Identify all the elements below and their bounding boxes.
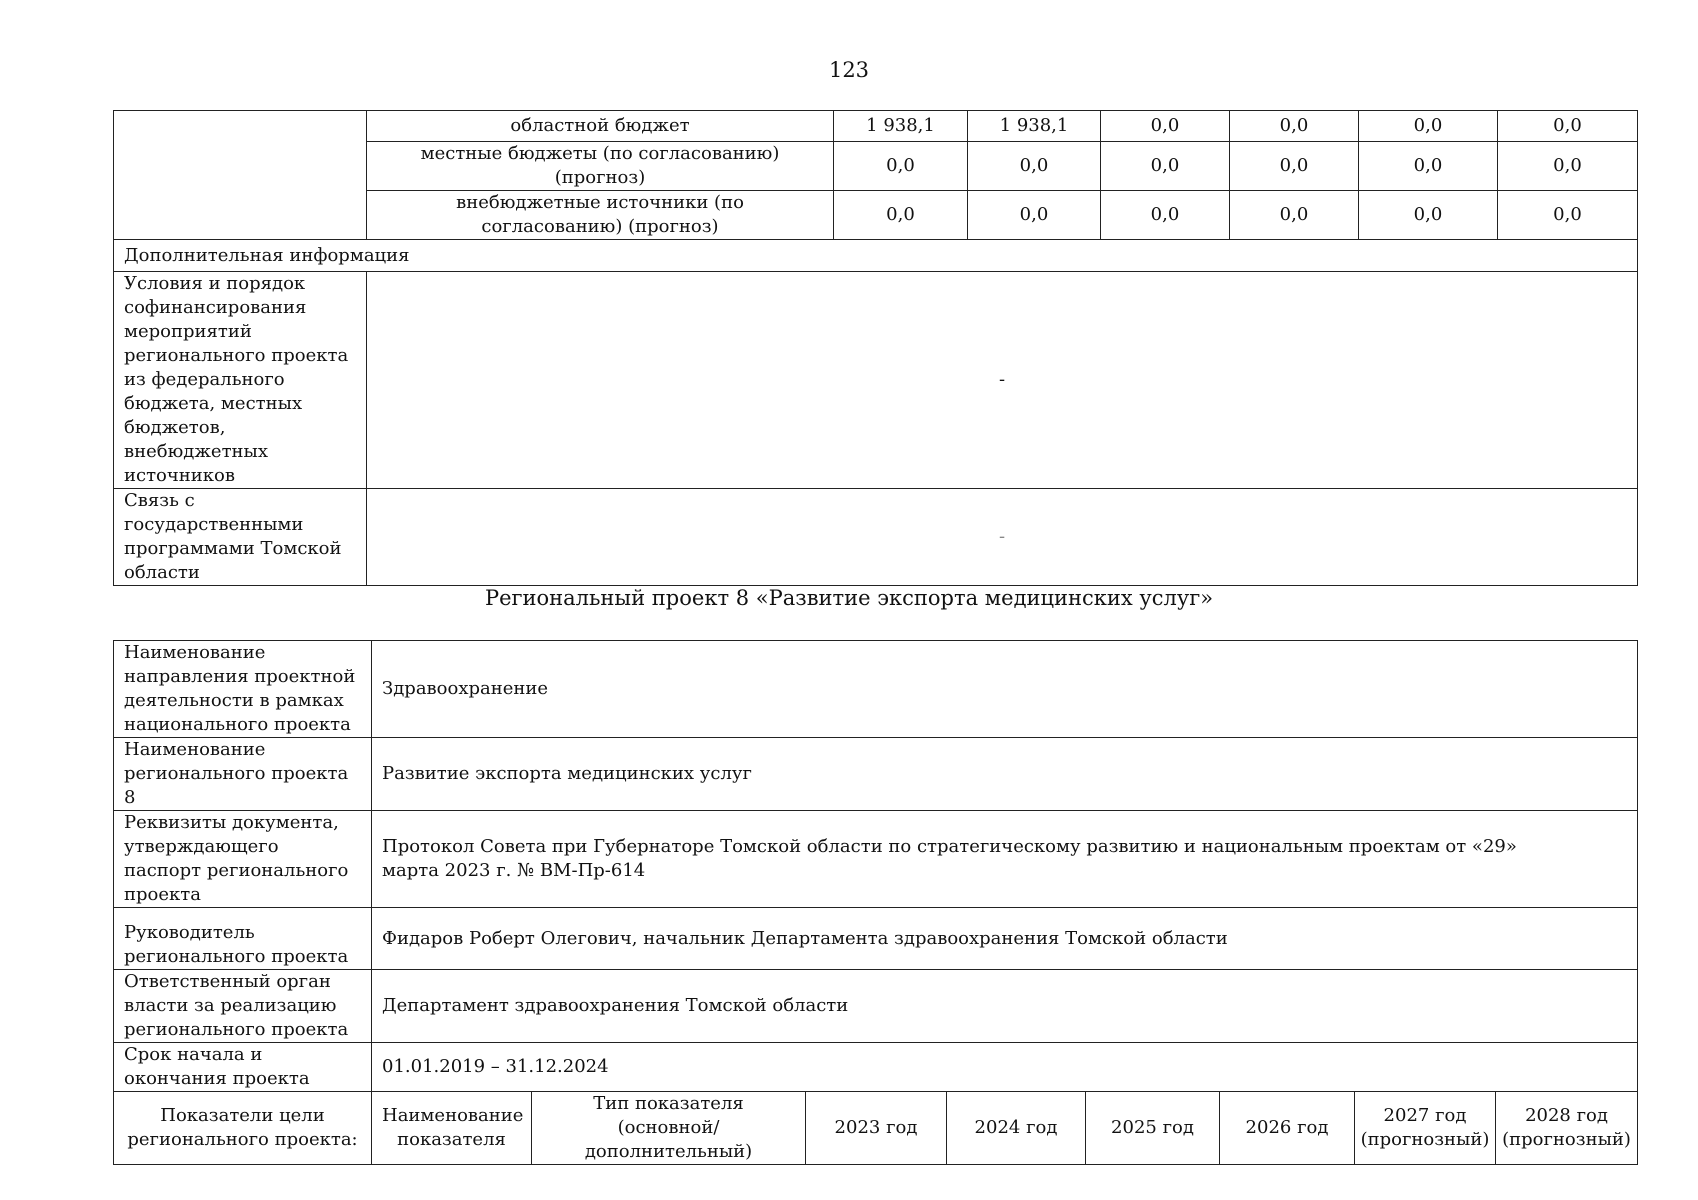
- field-value: Фидаров Роберт Олегович, начальник Департамента здравоохранения Томской области: [372, 908, 1638, 970]
- value-cell: 0,0: [1498, 142, 1638, 191]
- additional-info-heading: Дополнительная информация: [114, 240, 1638, 272]
- field-label: Срок начала и окончания проекта: [114, 1043, 372, 1092]
- field-value: Департамент здравоохранения Томской области: [372, 970, 1638, 1043]
- indicator-column-header: Наименование показателя: [372, 1092, 532, 1165]
- field-label: Наименование направления проектной деятельности в рамках национального проекта: [114, 641, 372, 738]
- value-cell: 0,0: [1498, 191, 1638, 240]
- value-cell: 1 938,1: [968, 111, 1101, 142]
- value-cell: 0,0: [1101, 142, 1230, 191]
- indicator-column-header: 2025 год: [1086, 1092, 1220, 1165]
- finance-table: [113, 110, 1638, 586]
- value-cell: 0,0: [834, 191, 968, 240]
- indicator-column-header: 2024 год: [947, 1092, 1086, 1165]
- indicators-label: Показатели цели регионального проекта:: [114, 1092, 372, 1165]
- field-label: Ответственный орган власти за реализацию регионального проекта: [114, 970, 372, 1043]
- indicator-column-header: Тип показателя (основной/дополнительный): [532, 1092, 806, 1165]
- value-cell: 0,0: [1230, 191, 1359, 240]
- programs-link-label: Связь с государственными программами Томской области: [114, 489, 367, 586]
- value-cell: 0,0: [834, 142, 968, 191]
- value-cell: 0,0: [1359, 191, 1498, 240]
- value-cell: 1 938,1: [834, 111, 968, 142]
- programs-link-value: -: [367, 489, 1638, 586]
- field-label: Наименование регионального проекта 8: [114, 738, 372, 811]
- finance-row: [114, 111, 1638, 142]
- field-value: 01.01.2019 – 31.12.2024: [372, 1043, 1638, 1092]
- value-cell: 0,0: [1101, 191, 1230, 240]
- value-cell: 0,0: [1359, 142, 1498, 191]
- field-value: Здравоохранение: [372, 641, 1638, 738]
- project-passport-table: [113, 640, 1638, 1165]
- indicator-column-header: 2028 год (прогнозный): [1496, 1092, 1638, 1165]
- value-cell: 0,0: [968, 191, 1101, 240]
- indicator-column-header: 2026 год: [1220, 1092, 1355, 1165]
- page-number: 123: [828, 58, 870, 82]
- indicator-column-header: 2027 год (прогнозный): [1355, 1092, 1496, 1165]
- funding-source: внебюджетные источники (по согласованию) (прогноз): [367, 191, 834, 240]
- funding-source: областной бюджет: [367, 111, 834, 142]
- field-label: Руководитель регионального проекта: [114, 908, 372, 970]
- value-cell: 0,0: [1230, 142, 1359, 191]
- cofinancing-value: -: [367, 272, 1638, 489]
- field-value: Протокол Совета при Губернаторе Томской области по стратегическому развитию и национальным проектам от «29» марта 2023 г. № ВМ-Пр-614: [372, 811, 1638, 908]
- field-label: Реквизиты документа, утверждающего паспорт регионального проекта: [114, 811, 372, 908]
- cofinancing-label: Условия и порядок софинансирования мероприятий регионального проекта из федерального бюджета, местных бюджетов, внебюджетных источников: [114, 272, 367, 489]
- field-value: Развитие экспорта медицинских услуг: [372, 738, 1638, 811]
- value-cell: 0,0: [968, 142, 1101, 191]
- value-cell: 0,0: [1359, 111, 1498, 142]
- empty-cell: [114, 111, 367, 240]
- indicator-column-header: 2023 год: [806, 1092, 947, 1165]
- project-title: Региональный проект 8 «Развитие экспорта медицинских услуг»: [484, 586, 1214, 610]
- value-cell: 0,0: [1230, 111, 1359, 142]
- value-cell: 0,0: [1101, 111, 1230, 142]
- funding-source: местные бюджеты (по согласованию) (прогноз): [367, 142, 834, 191]
- value-cell: 0,0: [1498, 111, 1638, 142]
